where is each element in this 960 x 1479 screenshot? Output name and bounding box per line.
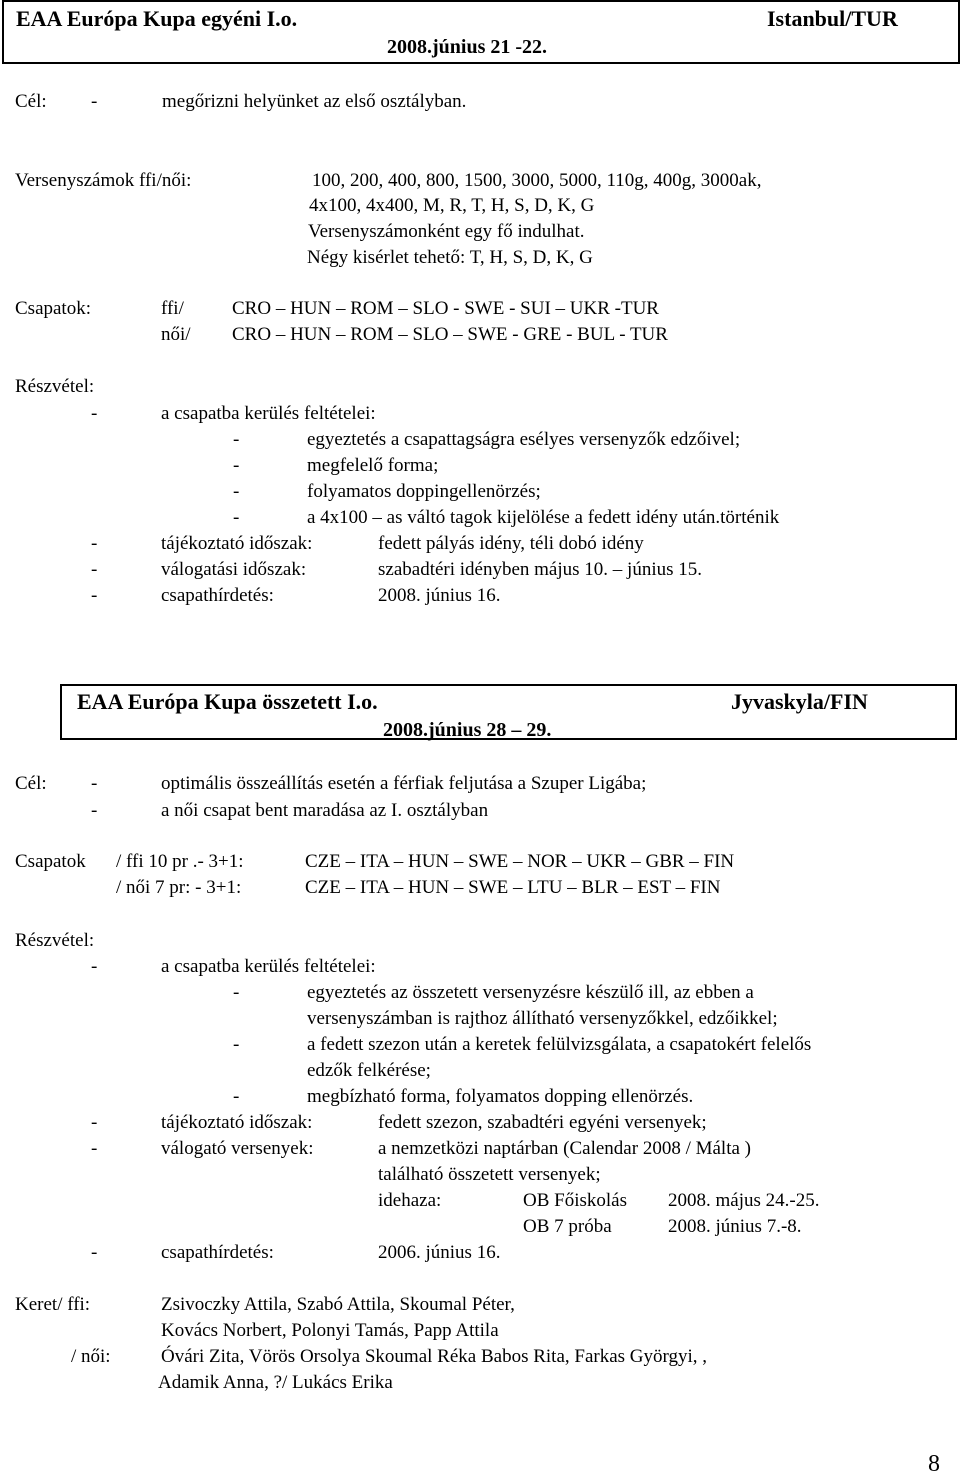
event2-goal-line: optimális összeállítás esetén a férfiak feljutása a Szuper Ligába; xyxy=(161,773,647,794)
event2-teams-men-label: / ffi 10 pr .- 3+1: xyxy=(116,851,244,872)
list-dash: - xyxy=(233,455,240,476)
event1-goal-text: megőrizni helyünket az első osztályban. xyxy=(162,91,467,112)
event2-criteria-line: versenyszámban is rajthoz állítható versenyzőkkel, edzőikkel; xyxy=(307,1008,778,1029)
event2-staff-women-label: / női: xyxy=(71,1346,111,1367)
event1-goal-dash: - xyxy=(91,91,98,112)
list-dash: - xyxy=(91,956,98,977)
event2-criteria-title: a csapatba kerülés feltételei: xyxy=(161,956,376,977)
list-dash: - xyxy=(91,403,98,424)
event1-criteria-item: megfelelő forma; xyxy=(307,455,439,476)
list-dash: - xyxy=(233,982,240,1003)
event1-title: EAA Európa Kupa egyéni I.o. xyxy=(16,6,298,31)
event2-staff-women-line: Adamik Anna, ?/ Lukács Erika xyxy=(158,1372,393,1393)
event2-criteria-line: a fedett szezon után a keretek felülvizsgálata, a csapatokért felelős xyxy=(307,1034,812,1055)
event2-home-event-date: 2008. május 24.-25. xyxy=(668,1190,820,1211)
event1-teams-men-label: ffi/ xyxy=(161,298,184,319)
event1-criteria-item: egyeztetés a csapattagságra esélyes versenyzők edzőivel; xyxy=(307,429,741,450)
event2-date: 2008.június 28 – 29. xyxy=(383,719,552,741)
event2-criteria-line: edzők felkérése; xyxy=(307,1060,431,1081)
event2-criteria-line: egyeztetés az összetett versenyzésre készülő ill, az ebben a xyxy=(307,982,754,1003)
event1-location: Istanbul/TUR xyxy=(767,6,898,31)
list-dash: - xyxy=(91,1242,98,1263)
page-number: 8 xyxy=(928,1451,940,1477)
event1-events-line: 100, 200, 400, 800, 1500, 3000, 5000, 110g, 400g, 3000ak, xyxy=(312,170,762,191)
event2-info-value: fedett szezon, szabadtéri egyéni versenyek; xyxy=(378,1112,707,1133)
event2-teams-label: Csapatok xyxy=(15,851,86,872)
event2-goal-label: Cél: xyxy=(15,773,47,794)
list-dash: - xyxy=(91,533,98,554)
event2-staff-men-label: Keret/ ffi: xyxy=(15,1294,91,1315)
event1-goal-label: Cél: xyxy=(15,91,47,112)
event2-home-event-date: 2008. június 7.-8. xyxy=(668,1216,802,1237)
event2-home-event-name: OB 7 próba xyxy=(523,1216,612,1237)
event1-events-line: Versenyszámonként egy fő indulhat. xyxy=(308,221,585,242)
event1-participation-label: Részvétel: xyxy=(15,376,95,397)
list-dash: - xyxy=(233,1086,240,1107)
event1-date: 2008.június 21 -22. xyxy=(387,36,548,58)
event1-teams-label: Csapatok: xyxy=(15,298,91,319)
list-dash: - xyxy=(233,481,240,502)
event2-location: Jyvaskyla/FIN xyxy=(731,689,868,714)
list-dash: - xyxy=(91,1112,98,1133)
event1-info-value: fedett pályás idény, téli dobó idény xyxy=(378,533,644,554)
list-dash: - xyxy=(91,800,98,821)
list-dash: - xyxy=(233,429,240,450)
event2-announce-label: csapathírdetés: xyxy=(161,1242,274,1263)
event1-events-line: 4x100, 4x400, M, R, T, H, S, D, K, G xyxy=(309,195,595,216)
event1-teams-women: CRO – HUN – ROM – SLO – SWE - GRE - BUL - TUR xyxy=(232,324,668,345)
event2-home-event-name: OB Főiskolás xyxy=(523,1190,627,1211)
event1-events-label: Versenyszámok ffi/női: xyxy=(15,170,192,191)
event2-title: EAA Európa Kupa összetett I.o. xyxy=(77,689,378,714)
event1-selection-value: szabadtéri idényben május 10. – június 15. xyxy=(378,559,702,580)
list-dash: - xyxy=(91,773,98,794)
event2-home-label: idehaza: xyxy=(378,1190,442,1211)
list-dash: - xyxy=(91,585,98,606)
event2-selection-line: található összetett versenyek; xyxy=(378,1164,601,1185)
event2-participation-label: Részvétel: xyxy=(15,930,95,951)
event2-staff-men-line: Kovács Norbert, Polonyi Tamás, Papp Attila xyxy=(161,1320,499,1341)
event2-announce-value: 2006. június 16. xyxy=(378,1242,501,1263)
event1-criteria-title: a csapatba kerülés feltételei: xyxy=(161,403,376,424)
event1-info-label: tájékoztató időszak: xyxy=(161,533,313,554)
event2-info-label: tájékoztató időszak: xyxy=(161,1112,313,1133)
event2-goal-line: a női csapat bent maradása az I. osztályban xyxy=(161,800,489,821)
event1-teams-men: CRO – HUN – ROM – SLO - SWE - SUI – UKR -TUR xyxy=(232,298,659,319)
event2-criteria-line: megbízható forma, folyamatos dopping ellenörzés. xyxy=(307,1086,694,1107)
list-dash: - xyxy=(233,507,240,528)
event2-teams-women: CZE – ITA – HUN – SWE – LTU – BLR – EST – FIN xyxy=(305,877,721,898)
event2-teams-men: CZE – ITA – HUN – SWE – NOR – UKR – GBR – FIN xyxy=(305,851,735,872)
event2-teams-women-label: / női 7 pr: - 3+1: xyxy=(116,877,242,898)
event1-criteria-item: a 4x100 – as váltó tagok kijelölése a fedett idény után.történik xyxy=(307,507,780,528)
list-dash: - xyxy=(91,559,98,580)
list-dash: - xyxy=(233,1034,240,1055)
list-dash: - xyxy=(91,1138,98,1159)
event1-criteria-item: folyamatos doppingellenörzés; xyxy=(307,481,541,502)
event1-teams-women-label: női/ xyxy=(161,324,191,345)
event2-selection-label: válogató versenyek: xyxy=(161,1138,314,1159)
event1-announce-label: csapathírdetés: xyxy=(161,585,274,606)
event2-staff-men-line: Zsivoczky Attila, Szabó Attila, Skoumal Péter, xyxy=(161,1294,515,1315)
event1-announce-value: 2008. június 16. xyxy=(378,585,501,606)
event2-selection-line: a nemzetközi naptárban (Calendar 2008 / Málta ) xyxy=(378,1138,751,1159)
event1-selection-label: válogatási időszak: xyxy=(161,559,307,580)
event2-staff-women-line: Óvári Zita, Vörös Orsolya Skoumal Réka Babos Rita, Farkas Györgyi, , xyxy=(161,1346,708,1367)
event1-events-line: Négy kisérlet tehető: T, H, S, D, K, G xyxy=(307,247,593,268)
